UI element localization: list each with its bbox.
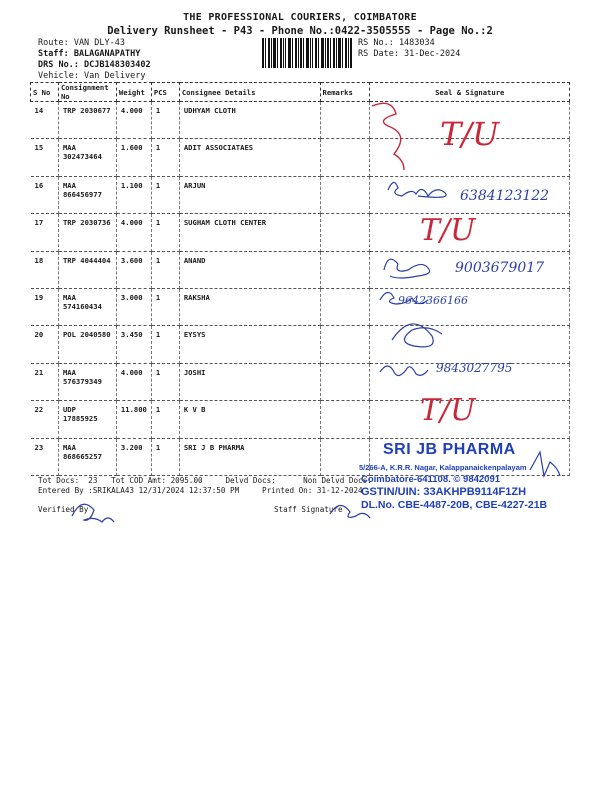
cell-weight: 3.450 bbox=[116, 326, 151, 363]
cell-consignment: MAA 868665257 bbox=[58, 438, 116, 475]
cell-weight: 1.100 bbox=[116, 176, 151, 213]
cell-consignment: MAA 576379349 bbox=[58, 363, 116, 400]
handwritten-phone-row19: 9642366166 bbox=[398, 294, 468, 307]
cell-sno: 16 bbox=[31, 176, 59, 213]
cell-consignment: MAA 574160434 bbox=[58, 288, 116, 325]
cell-remarks bbox=[320, 176, 370, 213]
company-name: THE PROFESSIONAL COURIERS, COIMBATORE bbox=[183, 12, 417, 23]
rs-number: RS No.: 1483034 bbox=[358, 38, 435, 48]
cell-seal bbox=[370, 102, 570, 139]
cell-consignee: ARJUN bbox=[179, 176, 320, 213]
vehicle-label: Vehicle: Van Delivery bbox=[38, 71, 146, 81]
cell-consignee: SRI J B PHARMA bbox=[179, 438, 320, 475]
col-header-remarks: Remarks bbox=[320, 83, 370, 102]
cell-remarks bbox=[320, 214, 370, 251]
cell-pcs: 1 bbox=[151, 326, 179, 363]
cell-seal bbox=[370, 251, 570, 288]
cell-consignee: UDHYAM CLOTH bbox=[179, 102, 320, 139]
cell-consignee: K V B bbox=[179, 401, 320, 438]
table-row bbox=[31, 326, 570, 363]
cell-weight: 3.600 bbox=[116, 251, 151, 288]
cell-consignment: TRP 4044404 bbox=[58, 251, 116, 288]
cell-consignment: UDP 17885925 bbox=[58, 401, 116, 438]
handwritten-tu-row14: T/U bbox=[440, 115, 500, 153]
cell-consignment: TRP 2030736 bbox=[58, 214, 116, 251]
handwritten-tu-row17: T/U bbox=[420, 213, 476, 248]
table-row bbox=[31, 363, 570, 400]
handwritten-phone-row18: 9003679017 bbox=[455, 260, 545, 276]
cell-weight: 11.800 bbox=[116, 401, 151, 438]
table-row bbox=[31, 102, 570, 139]
runsheet-meta-left bbox=[38, 38, 151, 82]
cell-consignee: SUGHAM CLOTH CENTER bbox=[179, 214, 320, 251]
cell-remarks bbox=[320, 251, 370, 288]
table-row bbox=[31, 288, 570, 325]
route-label: Route: VAN DLY-43 bbox=[38, 38, 125, 48]
table-body bbox=[31, 102, 570, 476]
stamp-name: SRI JB PHARMA bbox=[383, 441, 516, 458]
cell-pcs: 1 bbox=[151, 214, 179, 251]
staff-label: Staff: BALAGANAPATHY bbox=[38, 49, 141, 59]
staff-signature-label: Staff Signature bbox=[274, 505, 343, 514]
cell-weight: 3.200 bbox=[116, 438, 151, 475]
cell-pcs: 1 bbox=[151, 176, 179, 213]
cell-consignee: ANAND bbox=[179, 251, 320, 288]
cell-seal bbox=[370, 288, 570, 325]
cell-pcs: 1 bbox=[151, 102, 179, 139]
cell-pcs: 1 bbox=[151, 363, 179, 400]
cell-weight: 4.000 bbox=[116, 214, 151, 251]
col-header-consignment: Consignment No bbox=[58, 83, 116, 102]
stamp-dl: DL.No. CBE-4487-20B, CBE-4227-21B bbox=[361, 499, 548, 511]
handwritten-tu-row22: T/U bbox=[420, 393, 476, 428]
cell-seal bbox=[370, 363, 570, 400]
cell-consignment: MAA 302473464 bbox=[58, 139, 116, 176]
col-header-seal: Seal & Signature bbox=[370, 83, 570, 102]
stamp-gstin: GSTIN/UIN: 33AKHPB9114F1ZH bbox=[361, 486, 527, 498]
table-row bbox=[31, 139, 570, 176]
handwritten-phone-row16: 6384123122 bbox=[460, 188, 550, 204]
cell-remarks bbox=[320, 139, 370, 176]
totals-line: Tot Docs: 23 Tot COD Amt: 2095.00 Delvd Docs: Non Delvd Docs: bbox=[38, 476, 372, 485]
cell-seal bbox=[370, 139, 570, 176]
cell-pcs: 1 bbox=[151, 139, 179, 176]
col-header-pcs: PCS bbox=[151, 83, 179, 102]
cell-consignment: MAA 866456977 bbox=[58, 176, 116, 213]
table-header-row bbox=[31, 83, 570, 102]
table-row bbox=[31, 176, 570, 213]
cell-sno: 20 bbox=[31, 326, 59, 363]
cell-consignee: ADIT ASSOCIATAES bbox=[179, 139, 320, 176]
cell-seal bbox=[370, 176, 570, 213]
cell-weight: 4.000 bbox=[116, 363, 151, 400]
cell-sno: 14 bbox=[31, 102, 59, 139]
runsheet-title: Delivery Runsheet - P43 - Phone No.:0422-3505555 - Page No.:2 bbox=[107, 25, 493, 37]
cell-sno: 19 bbox=[31, 288, 59, 325]
cell-weight: 4.000 bbox=[116, 102, 151, 139]
cell-weight: 3.000 bbox=[116, 288, 151, 325]
company-stamp bbox=[355, 441, 560, 521]
verified-by-label: Verified By bbox=[38, 505, 89, 514]
entered-by-line: Entered By :SRIKALA43 12/31/2024 12:37:50 PM Printed On: 31-12-2024 bbox=[38, 486, 363, 495]
cell-sno: 23 bbox=[31, 438, 59, 475]
consignment-table bbox=[30, 82, 570, 476]
handwritten-phone-row21: 9843027795 bbox=[436, 361, 513, 375]
table-row bbox=[31, 214, 570, 251]
cell-remarks bbox=[320, 326, 370, 363]
cell-sno: 18 bbox=[31, 251, 59, 288]
cell-remarks bbox=[320, 102, 370, 139]
cell-consignee: EYSYS bbox=[179, 326, 320, 363]
cell-sno: 21 bbox=[31, 363, 59, 400]
cell-pcs: 1 bbox=[151, 288, 179, 325]
cell-sno: 22 bbox=[31, 401, 59, 438]
cell-seal bbox=[370, 401, 570, 438]
stamp-address: 5/266-A, K.R.R. Nagar, Kalappanaickenpalayam bbox=[359, 463, 527, 472]
cell-pcs: 1 bbox=[151, 438, 179, 475]
cell-consignment: POL 2040580 bbox=[58, 326, 116, 363]
drs-number: DRS No.: DCJB148303402 bbox=[38, 60, 151, 70]
runsheet-meta-right bbox=[358, 38, 460, 60]
col-header-weight: Weight bbox=[116, 83, 151, 102]
stamp-city: Coimbatore-641108. © 9842091 bbox=[361, 474, 501, 485]
cell-pcs: 1 bbox=[151, 401, 179, 438]
rs-date: RS Date: 31-Dec-2024 bbox=[358, 49, 461, 59]
cell-remarks bbox=[320, 401, 370, 438]
barcode-icon bbox=[262, 38, 352, 68]
cell-consignee: JOSHI bbox=[179, 363, 320, 400]
cell-remarks bbox=[320, 288, 370, 325]
cell-remarks bbox=[320, 363, 370, 400]
cell-seal bbox=[370, 326, 570, 363]
cell-sno: 15 bbox=[31, 139, 59, 176]
col-header-sno: S No bbox=[31, 83, 59, 102]
cell-seal bbox=[370, 214, 570, 251]
cell-sno: 17 bbox=[31, 214, 59, 251]
cell-weight: 1.600 bbox=[116, 139, 151, 176]
cell-consignment: TRP 2030677 bbox=[58, 102, 116, 139]
cell-consignee: RAKSHA bbox=[179, 288, 320, 325]
table-row bbox=[31, 251, 570, 288]
col-header-consignee: Consignee Details bbox=[179, 83, 320, 102]
cell-pcs: 1 bbox=[151, 251, 179, 288]
table-row bbox=[31, 401, 570, 438]
